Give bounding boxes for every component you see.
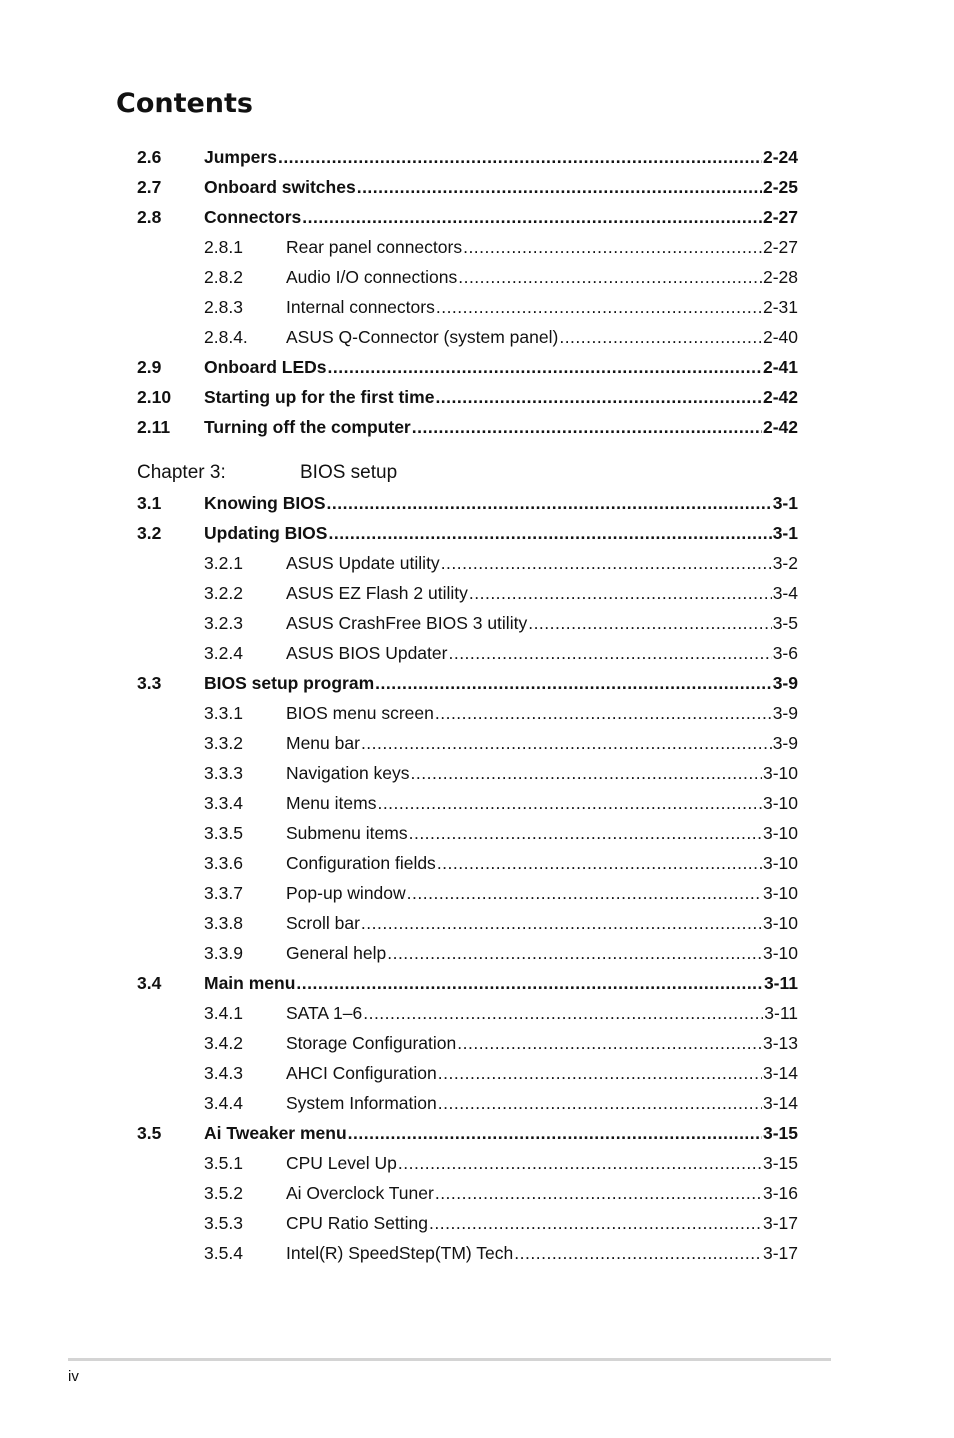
toc-entry-number: 3.2	[137, 523, 162, 543]
toc-entry-title: ASUS Q-Connector (system panel)	[286, 327, 559, 347]
dot-leader	[328, 518, 771, 548]
toc-entry-number: 3.3.9	[204, 943, 243, 963]
toc-entry-number: 3.3.7	[204, 883, 243, 903]
toc-entry[interactable]	[137, 608, 798, 638]
dot-leader	[412, 412, 762, 442]
toc-entry-title: Storage Configuration	[286, 1033, 457, 1053]
dot-leader	[278, 142, 762, 172]
toc-entry[interactable]	[137, 262, 798, 292]
toc-entry-number: 2.10	[137, 387, 172, 407]
toc-entry-number: 3.3.8	[204, 913, 243, 933]
dot-leader	[409, 818, 762, 848]
toc-entry[interactable]	[137, 878, 798, 908]
toc-entry[interactable]	[137, 758, 798, 788]
dot-leader	[375, 668, 772, 698]
toc-entry-page: 3-9	[772, 703, 798, 723]
toc-entry[interactable]	[137, 1148, 798, 1178]
toc-entry-page: 3-17	[762, 1213, 798, 1233]
toc-list	[137, 142, 798, 442]
dot-leader	[407, 878, 762, 908]
toc-entry[interactable]	[137, 968, 798, 998]
toc-entry-number: 2.8.1	[204, 237, 243, 257]
toc-entry-number: 3.2.1	[204, 553, 243, 573]
toc-entry-number: 3.2.4	[204, 643, 243, 663]
toc-entry-title: ASUS Update utility	[286, 553, 440, 573]
toc-entry-number: 3.3	[137, 673, 162, 693]
toc-entry[interactable]	[137, 488, 798, 518]
toc-entry-title: Onboard LEDs	[204, 357, 327, 377]
dot-leader	[327, 488, 772, 518]
toc-entry-title: Knowing BIOS	[204, 493, 326, 513]
toc-entry-title: Menu items	[286, 793, 377, 813]
toc-entry-title: System Information	[286, 1093, 437, 1113]
toc-entry-number: 3.4.3	[204, 1063, 243, 1083]
toc-entry-title: General help	[286, 943, 387, 963]
toc-entry-page: 3-9	[772, 673, 798, 693]
toc-entry-number: 3.5	[137, 1123, 162, 1143]
toc-entry-title: Ai Overclock Tuner	[286, 1183, 434, 1203]
toc-entry-number: 2.8.3	[204, 297, 243, 317]
toc-entry-number: 3.3.5	[204, 823, 243, 843]
toc-entry-page: 3-15	[762, 1123, 798, 1143]
chapter-label: Chapter 3:	[137, 462, 226, 483]
toc-entry-title: Menu bar	[286, 733, 360, 753]
toc-entry-title: Turning off the computer	[204, 417, 411, 437]
toc-entry-title: ASUS BIOS Updater	[286, 643, 448, 663]
toc-entry-title: Ai Tweaker menu	[204, 1123, 347, 1143]
toc-entry-title: Configuration fields	[286, 853, 436, 873]
toc-entry[interactable]	[137, 142, 798, 172]
toc-entry-number: 2.11	[137, 417, 171, 437]
toc-entry-title: Updating BIOS	[204, 523, 328, 543]
toc-entry-title: Main menu	[204, 973, 296, 993]
toc-entry-page: 3-10	[762, 913, 798, 933]
toc-entry-title: BIOS setup program	[204, 673, 375, 693]
toc-entry-number: 3.5.2	[204, 1183, 243, 1203]
toc-entry[interactable]	[137, 172, 798, 202]
toc-entry[interactable]	[137, 322, 798, 352]
toc-entry-page: 2-28	[762, 267, 798, 287]
toc-entry[interactable]	[137, 292, 798, 322]
toc-entry-title: ASUS EZ Flash 2 utility	[286, 583, 468, 603]
dot-leader	[377, 788, 762, 818]
toc-entry-page: 3-17	[762, 1243, 798, 1263]
dot-leader	[514, 1238, 762, 1268]
toc-entry-title: Navigation keys	[286, 763, 410, 783]
toc-entry-number: 3.1	[137, 493, 162, 513]
toc-entry-page: 2-41	[762, 357, 798, 377]
toc-entry-title: Connectors	[204, 207, 302, 227]
toc-entry-title: AHCI Configuration	[286, 1063, 437, 1083]
toc-entry[interactable]	[137, 788, 798, 818]
toc-list	[137, 488, 798, 1268]
toc-entry-number: 2.8.4.	[204, 327, 248, 347]
toc-entry-number: 2.8	[137, 207, 162, 227]
toc-entry-page: 3-5	[772, 613, 798, 633]
dot-leader	[363, 998, 763, 1028]
toc-entry-page: 2-42	[762, 387, 798, 407]
toc-entry-number: 2.6	[137, 147, 162, 167]
toc-entry-title: Onboard switches	[204, 177, 356, 197]
toc-entry[interactable]	[137, 698, 798, 728]
toc-entry-number: 3.4.1	[204, 1003, 243, 1023]
toc-entry-number: 3.2.2	[204, 583, 243, 603]
toc-entry[interactable]	[137, 352, 798, 382]
toc-entry-page: 3-13	[762, 1033, 798, 1053]
toc-entry-number: 3.5.4	[204, 1243, 243, 1263]
toc-entry-page: 3-14	[762, 1093, 798, 1113]
toc-entry-number: 3.5.3	[204, 1213, 243, 1233]
toc-entry[interactable]	[137, 382, 798, 412]
toc-entry-number: 3.3.1	[204, 703, 243, 723]
dot-leader	[463, 232, 762, 262]
toc-entry-title: Rear panel connectors	[286, 237, 463, 257]
toc-entry-title: SATA 1–6	[286, 1003, 363, 1023]
toc-entry[interactable]	[137, 818, 798, 848]
toc-entry-page: 3-15	[762, 1153, 798, 1173]
toc-entry-number: 2.9	[137, 357, 162, 377]
dot-leader	[387, 938, 762, 968]
dot-leader	[348, 1118, 762, 1148]
toc-entry-page: 3-4	[772, 583, 798, 603]
toc-entry-number: 3.3.6	[204, 853, 243, 873]
toc-entry-page: 3-10	[762, 793, 798, 813]
toc-entry[interactable]	[137, 232, 798, 262]
toc-entry[interactable]	[137, 728, 798, 758]
toc-entry[interactable]	[137, 1058, 798, 1088]
toc-entry-page: 3-9	[772, 733, 798, 753]
toc-entry[interactable]	[137, 1088, 798, 1118]
toc-entry-number: 2.7	[137, 177, 162, 197]
dot-leader	[437, 848, 762, 878]
toc-entry-number: 3.3.4	[204, 793, 243, 813]
toc-entry-number: 3.4.4	[204, 1093, 243, 1113]
toc-entry-number: 3.3.3	[204, 763, 243, 783]
toc-entry-title: Intel(R) SpeedStep(TM) Tech	[286, 1243, 514, 1263]
toc-entry-title: Starting up for the first time	[204, 387, 435, 407]
dot-leader	[469, 578, 772, 608]
toc-entry[interactable]	[137, 638, 798, 668]
toc-entry[interactable]	[137, 998, 798, 1028]
toc-entry-page: 2-42	[762, 417, 798, 437]
dot-leader	[302, 202, 762, 232]
toc-entry-page: 2-31	[762, 297, 798, 317]
toc-entry-number: 2.8.2	[204, 267, 243, 287]
page-title: Contents	[116, 88, 254, 119]
toc-entry-page: 2-24	[762, 147, 798, 167]
dot-leader	[361, 728, 772, 758]
toc-entry-page: 3-14	[762, 1063, 798, 1083]
toc-entry-page: 3-10	[762, 883, 798, 903]
toc-entry-number: 3.4.2	[204, 1033, 243, 1053]
toc-entry-page: 2-27	[762, 207, 798, 227]
toc-entry-page: 2-27	[762, 237, 798, 257]
toc-entry-page: 3-11	[763, 973, 798, 993]
toc-entry[interactable]	[137, 668, 798, 698]
toc-entry[interactable]	[137, 202, 798, 232]
toc-entry-title: Scroll bar	[286, 913, 360, 933]
dot-leader	[438, 1088, 762, 1118]
toc-entry-title: Internal connectors	[286, 297, 435, 317]
toc-entry-title: Submenu items	[286, 823, 408, 843]
dot-leader	[357, 172, 762, 202]
toc-entry-title: ASUS CrashFree BIOS 3 utility	[286, 613, 528, 633]
toc-entry[interactable]	[137, 412, 798, 442]
dot-leader	[457, 1028, 762, 1058]
dot-leader	[458, 262, 762, 292]
toc-entry[interactable]	[137, 1118, 798, 1148]
dot-leader	[411, 758, 762, 788]
toc-entry[interactable]	[137, 848, 798, 878]
toc-entry-page: 3-10	[762, 763, 798, 783]
toc-entry-page: 3-10	[762, 853, 798, 873]
toc-entry-title: CPU Ratio Setting	[286, 1213, 429, 1233]
dot-leader	[435, 382, 762, 412]
toc-entry[interactable]	[137, 938, 798, 968]
toc-entry[interactable]	[137, 548, 798, 578]
toc-entry-title: Audio I/O connections	[286, 267, 458, 287]
toc-entry-title: BIOS menu screen	[286, 703, 434, 723]
toc-entry[interactable]	[137, 1178, 798, 1208]
toc-entry-title: CPU Level Up	[286, 1153, 397, 1173]
footer-divider	[68, 1358, 831, 1361]
dot-leader	[398, 1148, 762, 1178]
toc-entry[interactable]	[137, 518, 798, 548]
toc-entry[interactable]	[137, 1238, 798, 1268]
dot-leader	[438, 1058, 762, 1088]
toc-entry-page: 3-2	[772, 553, 798, 573]
dot-leader	[361, 908, 762, 938]
toc-entry-title: Jumpers	[204, 147, 277, 167]
dot-leader	[448, 638, 771, 668]
toc-entry-number: 3.5.1	[204, 1153, 243, 1173]
toc-entry[interactable]	[137, 1208, 798, 1238]
page-number: iv	[68, 1368, 79, 1385]
toc-entry-page: 3-6	[772, 643, 798, 663]
dot-leader	[441, 548, 772, 578]
toc-entry-page: 3-1	[772, 523, 798, 543]
toc-entry-number: 3.2.3	[204, 613, 243, 633]
toc-entry-page: 2-40	[762, 327, 798, 347]
chapter-title: BIOS setup	[300, 462, 398, 483]
toc-entry-page: 3-1	[772, 493, 798, 513]
toc-entry[interactable]	[137, 908, 798, 938]
toc-entry[interactable]	[137, 1028, 798, 1058]
dot-leader	[328, 352, 762, 382]
toc-entry-number: 3.4	[137, 973, 162, 993]
dot-leader	[435, 698, 772, 728]
dot-leader	[296, 968, 763, 998]
toc-entry-number: 3.3.2	[204, 733, 243, 753]
dot-leader	[436, 292, 762, 322]
toc-entry-page: 3-16	[762, 1183, 798, 1203]
dot-leader	[435, 1178, 762, 1208]
toc-entry-page: 3-11	[764, 1003, 798, 1023]
toc-entry-page: 3-10	[762, 823, 798, 843]
toc-entry[interactable]	[137, 578, 798, 608]
dot-leader	[559, 322, 762, 352]
toc-entry-title: Pop-up window	[286, 883, 406, 903]
toc-entry-page: 3-10	[762, 943, 798, 963]
dot-leader	[429, 1208, 762, 1238]
toc-entry-page: 2-25	[762, 177, 798, 197]
dot-leader	[528, 608, 772, 638]
